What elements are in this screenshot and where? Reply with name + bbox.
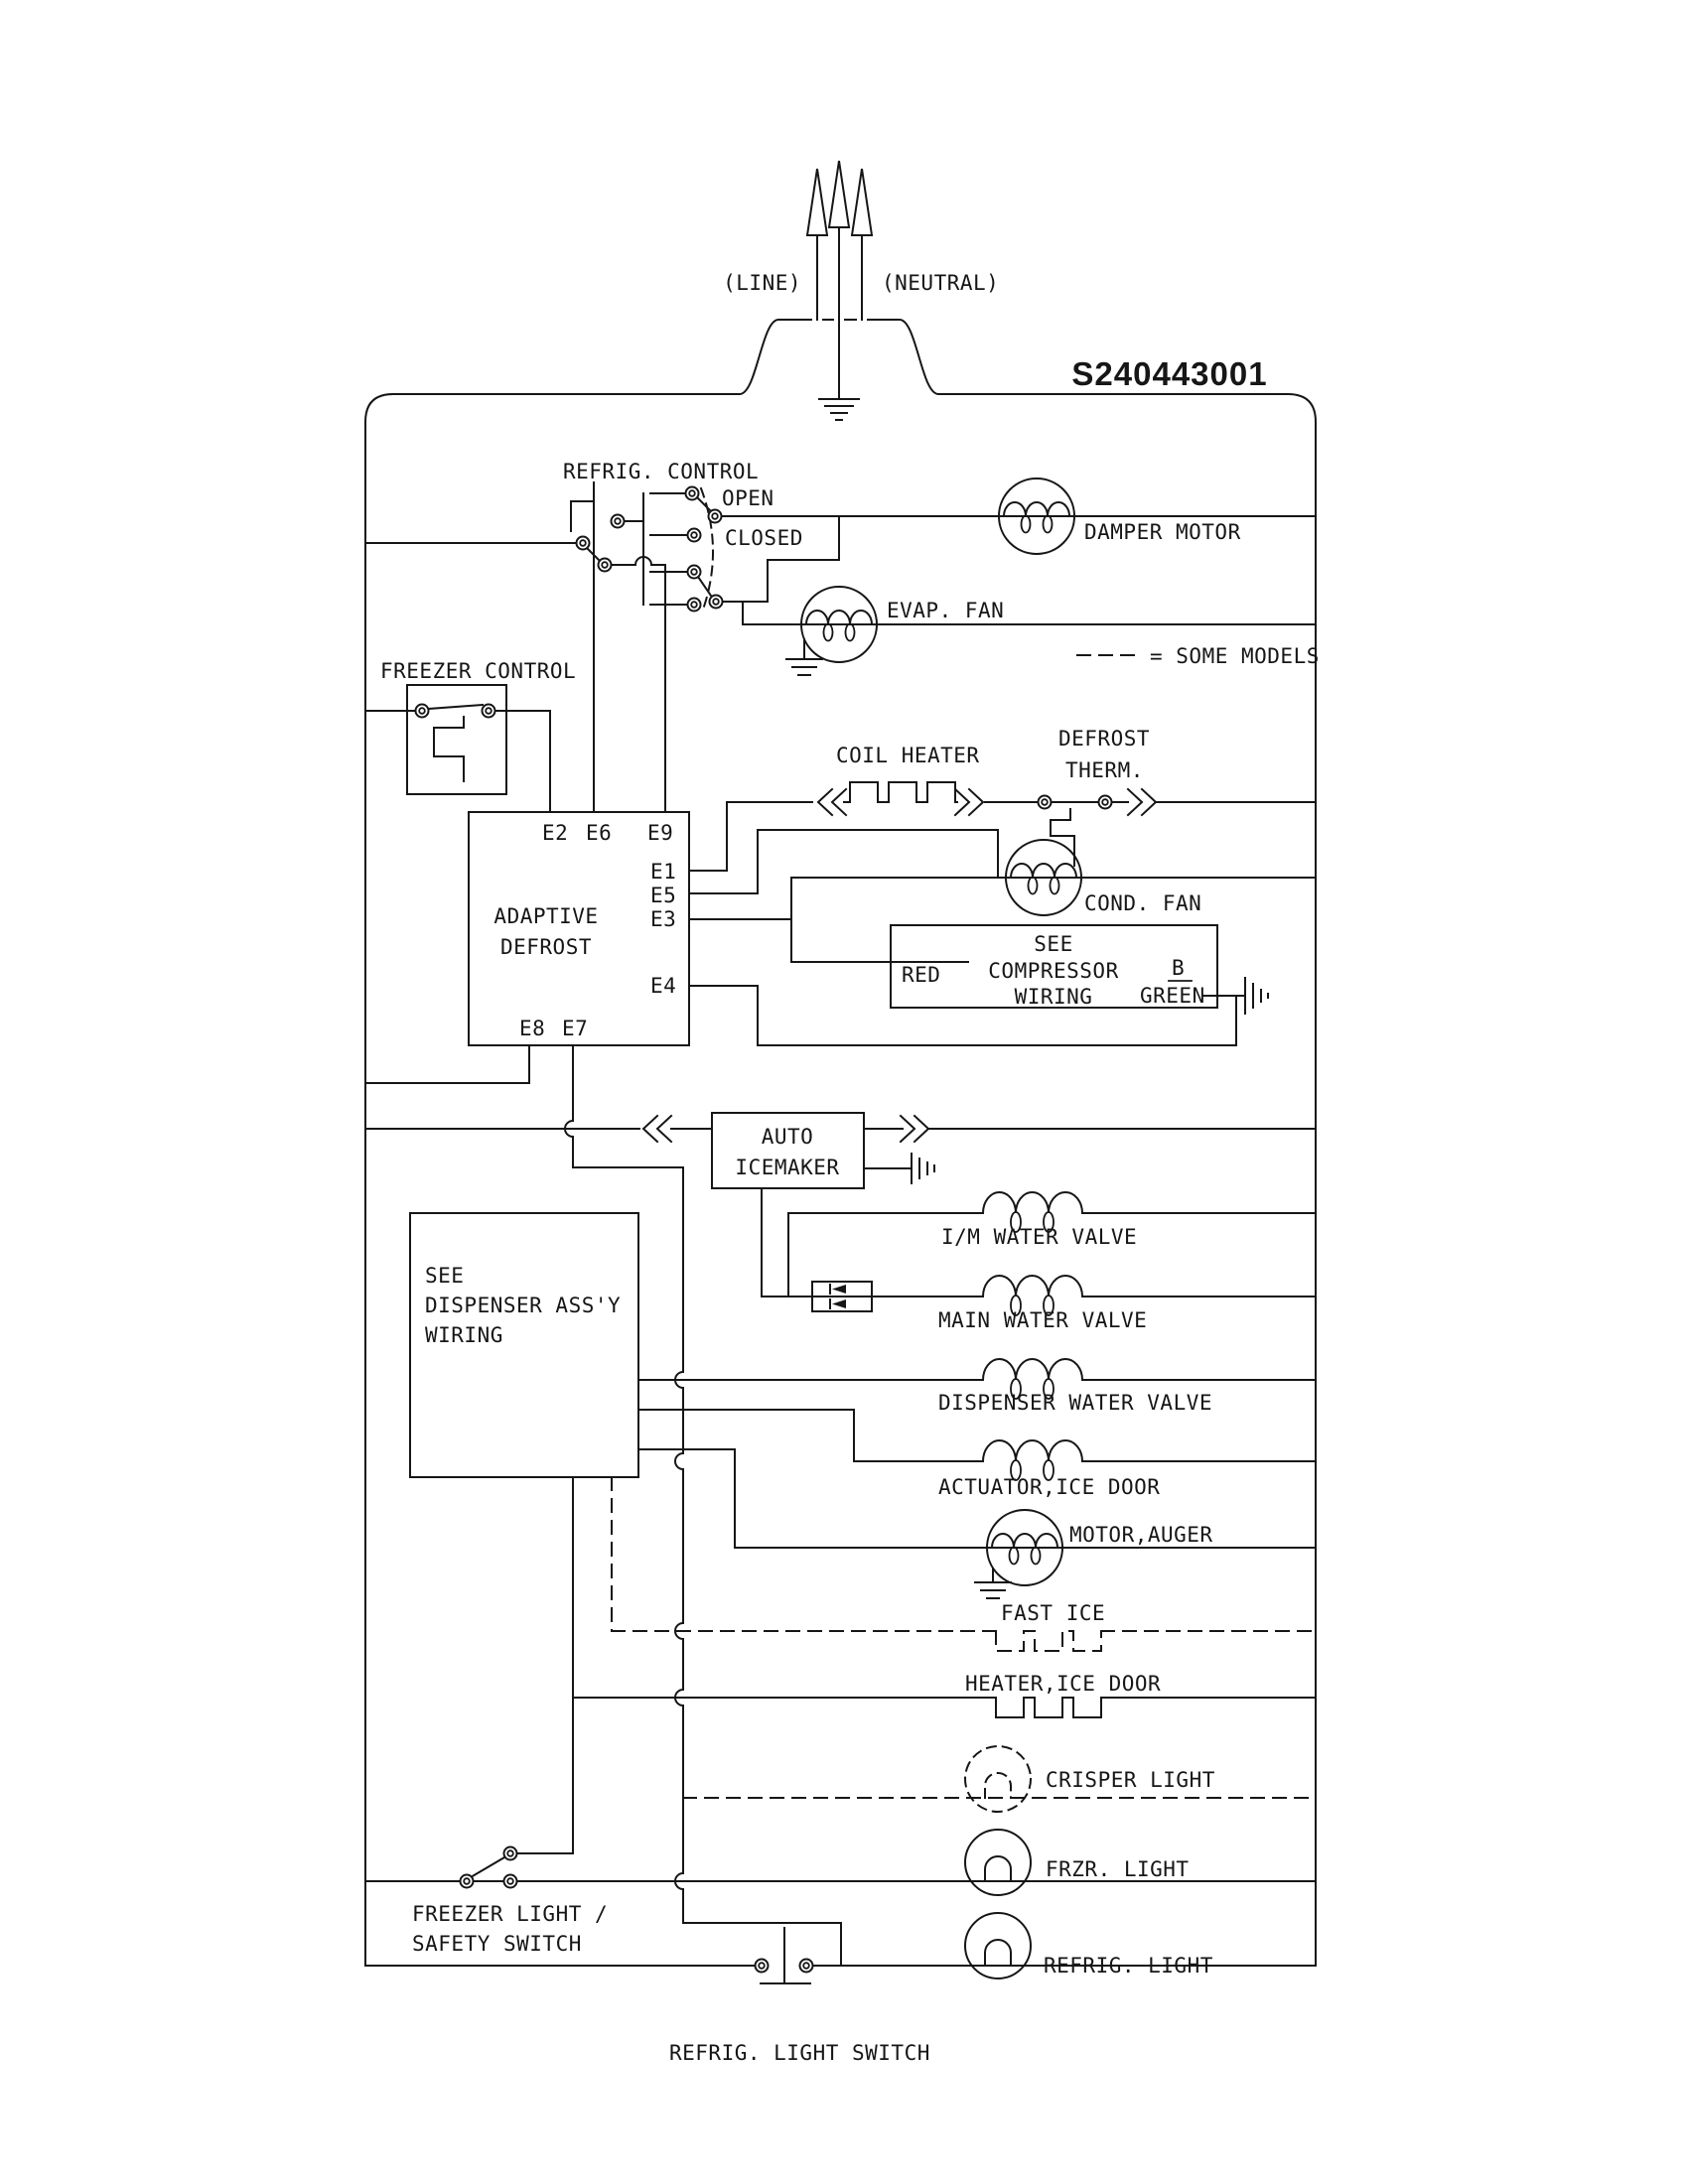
frzr-light-label: FRZR. LIGHT bbox=[1046, 1857, 1190, 1881]
pin-e5: E5 bbox=[650, 884, 677, 907]
neutral-arrow-icon bbox=[852, 169, 872, 235]
adaptive-label-1: ADAPTIVE bbox=[493, 904, 599, 928]
actuator-coil-icon bbox=[983, 1440, 1082, 1461]
coil-heater-label: COIL HEATER bbox=[836, 744, 980, 767]
cord-wires bbox=[817, 227, 862, 397]
green-label: GREEN bbox=[1140, 984, 1205, 1008]
evap-fan-coil-icon bbox=[801, 611, 877, 624]
ground-arrow-icon bbox=[829, 161, 849, 227]
damper-motor-label: DAMPER MOTOR bbox=[1084, 520, 1241, 544]
actuator-label: ACTUATOR,ICE DOOR bbox=[938, 1475, 1161, 1499]
adaptive-label-2: DEFROST bbox=[499, 935, 593, 959]
heater-ice-door-label: HEATER,ICE DOOR bbox=[965, 1672, 1162, 1696]
icemaker-label-1: AUTO bbox=[761, 1125, 814, 1149]
icemaker-connector-right-icon bbox=[901, 1116, 928, 1142]
refrig-control-terminals bbox=[577, 487, 723, 612]
heater-ice-door bbox=[573, 1672, 1316, 1717]
auto-icemaker bbox=[365, 1113, 1316, 1188]
refrig-control-hop bbox=[612, 557, 665, 565]
dispenser-valve-coil-icon bbox=[983, 1359, 1082, 1380]
legend-label: = SOME MODELS bbox=[1150, 644, 1320, 668]
mains-ground-icon bbox=[819, 399, 859, 420]
motor-auger bbox=[638, 1449, 1316, 1598]
main-valve-label: MAIN WATER VALVE bbox=[938, 1308, 1148, 1332]
pin-e4: E4 bbox=[650, 974, 677, 998]
fast-ice bbox=[612, 1477, 1316, 1651]
dispenser-label-3: WIRING bbox=[425, 1323, 503, 1347]
red-label: RED bbox=[902, 963, 941, 987]
line-label: (LINE) bbox=[723, 271, 801, 295]
e7-light-feed-wire bbox=[565, 1045, 841, 1966]
safety-switch-label-2: SAFETY SWITCH bbox=[412, 1932, 582, 1956]
actuator-line bbox=[638, 1410, 1316, 1461]
refrig-light-row bbox=[669, 1913, 1213, 2065]
pin-e2: E2 bbox=[542, 821, 569, 845]
refrig-control-label: REFRIG. CONTROL bbox=[563, 460, 760, 483]
adaptive-defrost bbox=[469, 812, 689, 1045]
pin-e3: E3 bbox=[650, 907, 677, 931]
evap-fan-label: EVAP. FAN bbox=[887, 599, 1005, 622]
main-valve-coil-icon bbox=[983, 1276, 1082, 1297]
auger-ground-icon bbox=[975, 1569, 1011, 1598]
refrig-light-label: REFRIG. LIGHT bbox=[1044, 1954, 1213, 1978]
cond-fan bbox=[689, 830, 1316, 915]
defrost-therm-symbol bbox=[1051, 809, 1074, 866]
freezer-light-row bbox=[365, 1477, 1316, 1956]
evap-fan-ground-icon bbox=[786, 639, 822, 675]
crisper-light bbox=[683, 1746, 1316, 1812]
freezer-control bbox=[365, 659, 576, 812]
dispenser-label-1: SEE bbox=[425, 1264, 465, 1288]
refrig-light-switch-label: REFRIG. LIGHT SWITCH bbox=[669, 2041, 930, 2065]
fast-ice-line bbox=[612, 1477, 1316, 1651]
connector-right2-icon bbox=[1128, 789, 1156, 815]
icemaker-ground-icon bbox=[912, 1154, 934, 1183]
compressor-ground-icon bbox=[1245, 978, 1268, 1014]
cond-fan-label: COND. FAN bbox=[1084, 891, 1202, 915]
refrig-bulb-icon bbox=[965, 1913, 1031, 1979]
compressor-label-1: SEE bbox=[1034, 932, 1073, 956]
border-path bbox=[365, 320, 1316, 1966]
im-valve-label: I/M WATER VALVE bbox=[941, 1225, 1138, 1249]
legend bbox=[1077, 644, 1320, 668]
fast-ice-label: FAST ICE bbox=[1001, 1601, 1106, 1625]
neutral-label: (NEUTRAL) bbox=[882, 271, 1000, 295]
auger-motor-coil-icon bbox=[987, 1534, 1062, 1548]
diode-arrow2-icon bbox=[832, 1299, 846, 1308]
icemaker-wires bbox=[365, 1129, 1316, 1168]
im-valve-coil-icon bbox=[983, 1192, 1082, 1213]
power-cord bbox=[723, 161, 999, 420]
e8-wire bbox=[366, 1045, 529, 1083]
heater-ice-door-line bbox=[573, 1698, 1316, 1717]
defrost-therm-label-1: DEFROST bbox=[1058, 727, 1151, 751]
open-label: OPEN bbox=[722, 486, 774, 510]
icemaker-label-2: ICEMAKER bbox=[735, 1156, 840, 1179]
freezer-control-wires bbox=[365, 705, 550, 812]
dispenser-valve-label: DISPENSER WATER VALVE bbox=[938, 1391, 1213, 1415]
cond-fan-coil-icon bbox=[1011, 864, 1076, 878]
freezer-control-label: FREEZER CONTROL bbox=[380, 659, 577, 683]
part-number: S240443001 bbox=[1071, 355, 1268, 392]
outer-border bbox=[365, 320, 1316, 1966]
frzr-filament-icon bbox=[985, 1856, 1011, 1881]
crisper-bulb-icon bbox=[965, 1746, 1031, 1812]
water-valves bbox=[762, 1188, 1316, 1332]
diode-arrow-icon bbox=[832, 1285, 846, 1294]
pin-e8: E8 bbox=[519, 1017, 546, 1040]
icemaker-connector-left-icon bbox=[643, 1116, 671, 1142]
refrig-filament-icon bbox=[985, 1940, 1011, 1966]
connector-right-icon bbox=[955, 789, 983, 815]
crisper-label: CRISPER LIGHT bbox=[1046, 1768, 1215, 1792]
auger-label: MOTOR,AUGER bbox=[1069, 1523, 1213, 1547]
pin-e7: E7 bbox=[562, 1017, 589, 1040]
defrost-therm-label-2: THERM. bbox=[1065, 758, 1144, 782]
line-arrow-icon bbox=[807, 169, 827, 235]
crisper-filament-icon bbox=[985, 1773, 1011, 1798]
pin-e6: E6 bbox=[586, 821, 613, 845]
board-bottom-feeds bbox=[366, 1045, 841, 1966]
damper-motor-coil-icon bbox=[999, 502, 1074, 516]
dispenser-assy bbox=[410, 1213, 1316, 1499]
frzr-bulb-icon bbox=[965, 1830, 1031, 1895]
switch-blades bbox=[586, 497, 711, 596]
compressor-label-3: WIRING bbox=[1014, 985, 1093, 1009]
cond-fan-wires bbox=[689, 830, 1316, 893]
closed-label: CLOSED bbox=[725, 526, 803, 550]
b-label: B bbox=[1172, 956, 1186, 980]
pin-e9: E9 bbox=[647, 821, 674, 845]
freezer-control-box bbox=[407, 685, 506, 794]
coil-heater-row bbox=[689, 727, 1316, 871]
connector-left-icon bbox=[818, 789, 846, 815]
refrig-switch-plunger-icon bbox=[761, 1928, 810, 1983]
dispenser-label-2: DISPENSER ASS'Y bbox=[425, 1294, 622, 1317]
refrig-control-wires bbox=[365, 482, 687, 812]
pin-e1: E1 bbox=[650, 860, 677, 884]
safety-switch-label-1: FREEZER LIGHT / bbox=[412, 1902, 609, 1926]
compressor-label-2: COMPRESSOR bbox=[988, 959, 1119, 983]
coil-heater-line bbox=[689, 782, 1316, 871]
